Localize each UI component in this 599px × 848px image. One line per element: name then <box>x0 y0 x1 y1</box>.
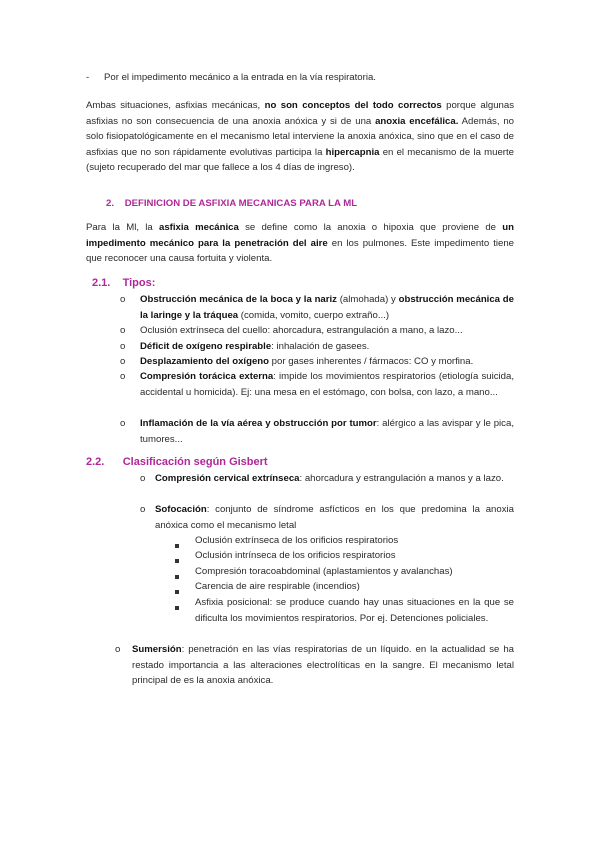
circle-bullet-icon: o <box>120 371 126 382</box>
dash-bullet: - <box>86 72 90 83</box>
circle-bullet-icon: o <box>120 341 126 352</box>
subsection-heading: 2.2. Clasificación según Gisbert <box>86 456 268 468</box>
paragraph: Para la Ml, la asfixia mecánica se define como la anoxia o hipoxia que proviene de un impedimento mecánico para la penetración del aire en los pulmones. Este impedimento tiene que reconocer una causa fortuita y violenta. <box>86 222 514 264</box>
dash-item-text: Por el impedimento mecánico a la entrada en la vía respiratoria. <box>104 72 376 83</box>
circle-bullet-icon: o <box>120 325 126 336</box>
document-page: - Por el impedimento mecánico a la entrada en la vía respiratoria. Ambas situaciones, asfixias mecánicas, no son conceptos del todo correctos porque algunas asfixias no son consecuencia de una anoxia anóxica y si de una anoxia encefálica. Además, no solo fisiopatológicamente en el mecanismo letal interviene la anoxia anóxica, sino que en el caso de asfixias que no son rápidamente evolutivas participa la hipercapnia en el mecanismo de la muerte (sujeto recuperado del mar que fallece a los 4 días de ingreso). 2. DEFINICION DE ASFIXIA MECANICAS PARA LA ML Para la Ml, la asfixia mecánica se define como la anoxia o hipoxia que proviene de un impedimento mecánico para la penetración del aire en los pulmones. Este impedimento tiene que reconocer una causa fortuita y violenta. 2.1. Tipos: o Obstrucción mecánica de la boca y la nariz (almohada) y obstrucción mecánica de la laringe y la tráquea (comida, vomito, cuerpo extraño...) o Oclusión extrínseca del cuello: ahorcadura, estrangulación a mano, a lazo... o Déficit de oxígeno respirable: inhalación de gasees. o Desplazamiento del oxígeno por gases inherentes / fármacos: CO y morfina. o Compresión torácica externa: impide los movimientos respiratorios (etiología suicida, accidental u homicida). Ej: una mesa en el estómago, con bolsa, con lazo, a mano... o Inflamación de la vía aérea y obstrucción por tumor: alérgico a las avispar y le pica, tumores... 2.2. Clasificación según Gisbert o Compresión cervical extrínseca: ahorcadura y estrangulación a manos y a lazo. o Sofocación: conjunto de síndrome asfícticos en los que predomina la anoxia anóxica como el mecanismo letal Oclusión extrínseca de los orificios respiratorios Oclusión intrínseca de los orificios respiratorios Compresión toracoabdominal (aplastamientos y avalanchas) Carencia de aire respirable (incendios) Asfixia posicional: se produce cuando hay unas situaciones en la que se dificulta los movimientos respiratorios. Por ej. Detenciones policiales. o Sumersión: penetración en las vías respiratorias de un líquido. en la actualidad se ha restado importancia a las alteraciones electrolíticas en la sangre. El mecanismo letal principal de es la anoxia anóxica. <box>86 72 515 686</box>
section-heading: 2. DEFINICION DE ASFIXIA MECANICAS PARA LA ML <box>106 198 358 209</box>
circle-bullet-icon: o <box>140 504 146 515</box>
square-bullet-icon <box>175 553 187 569</box>
paragraph: Ambas situaciones, asfixias mecánicas, no son conceptos del todo correctos porque algunas asfixias no son consecuencia de una anoxia anóxica y si de una anoxia encefálica. Además, no solo fisiopatológicamente en el mecanismo letal interviene la anoxia anóxica, sino que en el caso de asfixias que no son rápidamente evolutivas participa la hipercapnia en el mecanismo de la muerte (sujeto recuperado del mar que fallece a los 4 días de ingreso). <box>86 100 515 173</box>
circle-bullet-icon: o <box>120 418 126 429</box>
square-bullet-icon <box>175 538 187 554</box>
circle-bullet-icon: o <box>120 356 126 367</box>
square-bullet-icon <box>175 600 187 616</box>
circle-bullet-icon: o <box>140 473 146 484</box>
square-bullet-icon <box>175 569 187 585</box>
circle-bullet-icon: o <box>115 644 121 655</box>
subsection-heading: 2.1. Tipos: <box>92 277 156 289</box>
square-bullet-icon <box>175 584 187 600</box>
circle-bullet-icon: o <box>120 294 126 305</box>
